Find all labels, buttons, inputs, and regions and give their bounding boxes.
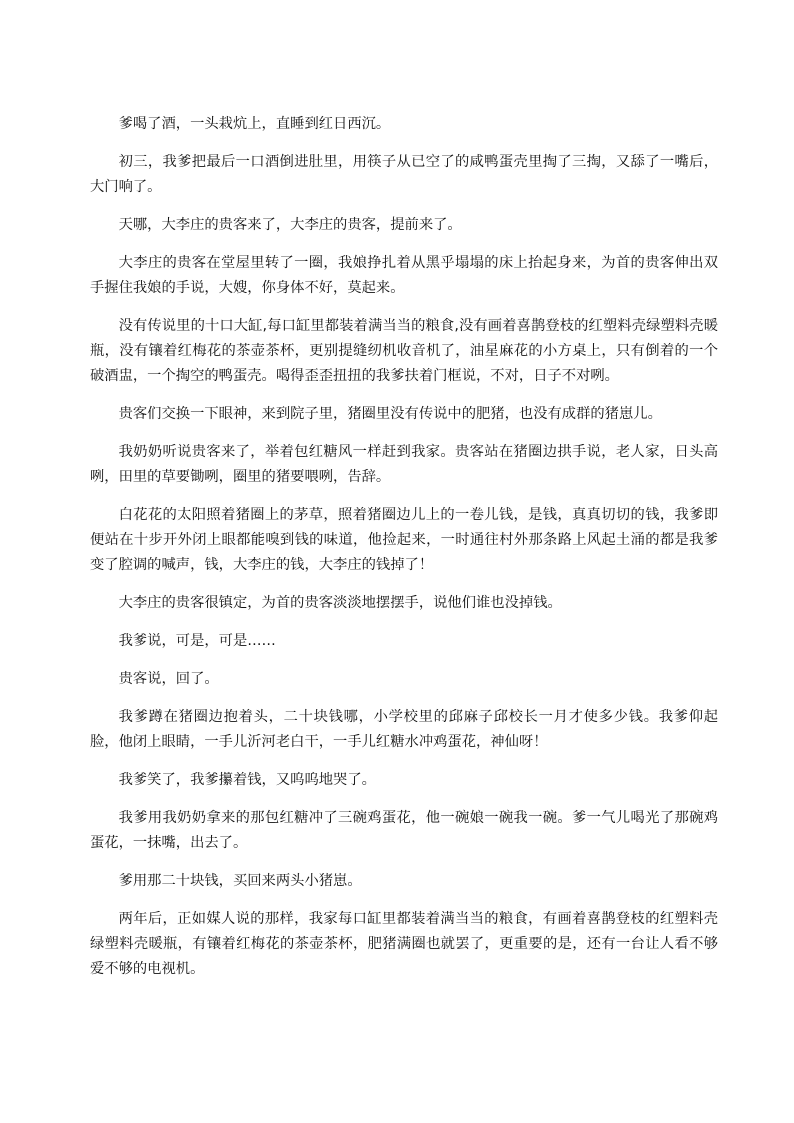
paragraph: 我爹蹲在猪圈边抱着头，二十块钱哪，小学校里的邱麻子邱校长一月才使多少钱。我爹仰起脸，他闭上眼睛，一手儿沂河老白干，一手儿红糖水冲鸡蛋花，神仙呀！: [90, 709, 718, 750]
paragraph: 我爹笑了，我爹攥着钱，又呜呜地哭了。: [118, 772, 376, 788]
paragraph: 初三，我爹把最后一口酒倒进肚里，用筷子从已空了的咸鸭蛋壳里掏了三掏，又舔了一嘴后，大门响了。: [90, 154, 718, 195]
paragraph: 我爹用我奶奶拿来的那包红糖冲了三碗鸡蛋花，他一碗娘一碗我一碗。爹一气儿喝光了那碗鸡蛋花，一抹嘴，出去了。: [90, 810, 718, 851]
paragraph: 贵客们交换一下眼神，来到院子里，猪圈里没有传说中的肥猪，也没有成群的猪崽儿。: [118, 406, 662, 422]
paragraph: 大李庄的贵客在堂屋里转了一圈，我娘挣扎着从黑乎塌塌的床上抬起身来，为首的贵客伸出双手握住我娘的手说，大嫂，你身体不好，莫起来。: [90, 255, 718, 296]
paragraph: 没有传说里的十口大缸,每口缸里都装着满当当的粮食,没有画着喜鹊登枝的红塑料壳绿塑料壳暖瓶，没有镶着红梅花的茶壶茶杯，更别提缝纫机收音机了，油星麻花的小方桌上，只有倒着的一个破酒盅，一个掏空的鸭蛋壳。喝得歪歪扭扭的我爹扶着门框说，不对，日子不对咧。: [90, 318, 718, 384]
paragraph: 爹用那二十块钱，买回来两头小猪崽。: [118, 873, 362, 889]
paragraph: 两年后，正如媒人说的那样，我家每口缸里都装着满当当的粮食，有画着喜鹊登枝的红塑料壳绿塑料壳暖瓶，有镶着红梅花的茶壶茶杯，肥猪满圈也就罢了，更重要的是，还有一台让人看不够爱不够的电视机。: [90, 911, 718, 977]
paragraph: 爹喝了酒，一头栽炕上，直睡到红日西沉。: [118, 116, 391, 132]
paragraph: 大李庄的贵客很镇定，为首的贵客淡淡地摆摆手，说他们谁也没掉钱。: [118, 595, 562, 611]
paragraph: 我奶奶听说贵客来了，举着包红糖风一样赶到我家。贵客站在猪圈边拱手说，老人家，日头高咧，田里的草要锄咧，圈里的猪要喂咧，告辞。: [90, 444, 718, 485]
paragraph: 我爹说，可是，可是……: [118, 633, 276, 649]
paragraph: 天哪，大李庄的贵客来了，大李庄的贵客，提前来了。: [118, 217, 462, 233]
paragraph: 白花花的太阳照着猪圈上的茅草，照着猪圈边儿上的一卷儿钱，是钱，真真切切的钱，我爹即便站在十步开外闭上眼都能嗅到钱的味道，他捡起来，一时通往村外那条路上风起土涌的都是我爹变了腔调的喊声，钱，大李庄的钱，大李庄的钱掉了！: [90, 507, 718, 573]
paragraph: 贵客说，回了。: [118, 671, 219, 687]
